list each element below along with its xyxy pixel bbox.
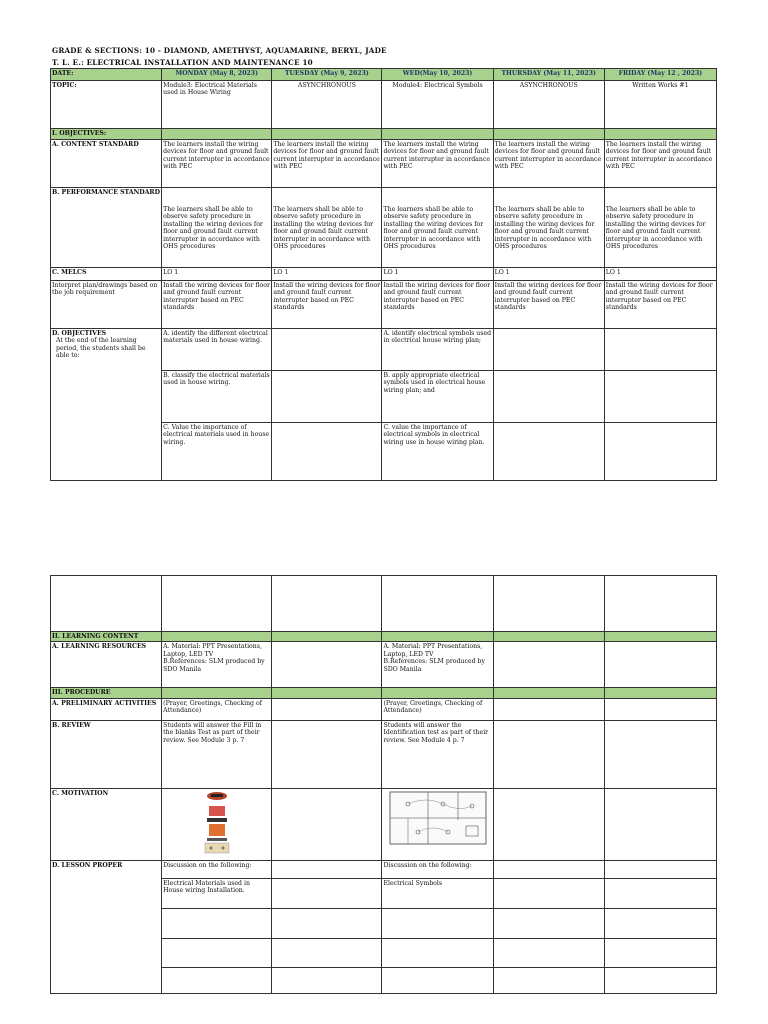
topic-tuesday: ASYNCHRONOUS xyxy=(272,81,382,129)
performance-standard-cell: The learners shall be able to observe safety procedure in installing the wiring devices for floor and ground fault current interrupter in accordance with OHS procedures xyxy=(272,188,382,268)
objectives-a-row xyxy=(51,329,717,371)
conduit-icon xyxy=(209,824,225,836)
electrical-materials-image xyxy=(187,790,247,856)
content-standard-cell: The learners install the wiring devices for floor and ground fault current interrupter in accordance with PEC xyxy=(162,140,272,188)
content-standard-cell: The learners install the wiring devices for floor and ground fault current interrupter in accordance with PEC xyxy=(272,140,382,188)
lo-cell: LO 1 xyxy=(162,268,272,281)
day-wednesday: WED(May 10, 2023) xyxy=(382,69,493,81)
procedure-row xyxy=(51,688,717,698)
objective-monday-b: B. classify the electrical materials used in house wiring. xyxy=(162,371,272,423)
day-thursday: THURSDAY (May 11, 2023) xyxy=(493,69,604,81)
interpret-cell: Install the wiring devices for floor and ground fault current interrupter based on PEC standards xyxy=(382,281,493,329)
performance-standard-cell: The learners shall be able to observe safety procedure in installing the wiring devices for floor and ground fault current interrupter in accordance with OHS procedures xyxy=(604,188,716,268)
lesson-plan-table-top xyxy=(50,68,717,481)
review-monday: Students will answer the Fill in the blanks Test as part of their review. See Module 3 p. 7 xyxy=(162,720,272,788)
content-standard-cell: The learners install the wiring devices for floor and ground fault current interrupter in accordance with PEC xyxy=(604,140,716,188)
review-label: B. REVIEW xyxy=(51,720,162,788)
preliminary-monday: (Prayer, Greetings, Checking of Attendance) xyxy=(162,698,272,720)
objective-wednesday-c: C. value the importance of electrical symbols in electrical wiring use in house wiring plan. xyxy=(382,423,493,481)
objectives-d-text: At the end of the learning period, the students shall be able to: xyxy=(56,337,146,360)
learning-content-label: II. LEARNING CONTENT xyxy=(51,632,162,642)
objectives-section-label: I. OBJECTIVES: xyxy=(51,129,162,140)
topic-label: TOPIC: xyxy=(51,81,162,129)
pipe-icon xyxy=(209,806,225,816)
interpret-cell: Install the wiring devices for floor and ground fault current interrupter based on PEC standards xyxy=(604,281,716,329)
objective-monday-c: C. Value the importance of electrical materials used in house wiring. xyxy=(162,423,272,481)
topic-monday: Module3: Electrical Materials used in House Wiring xyxy=(162,81,272,129)
subject-heading: T. L. E.: ELECTRICAL INSTALLATION AND MAINTENANCE 10 xyxy=(52,58,313,67)
objective-wednesday-b: B. apply appropriate electrical symbols used in electrical house wiring plan; and xyxy=(382,371,493,423)
performance-standard-cell: The learners shall be able to observe safety procedure in installing the wiring devices for floor and ground fault current interrupter in accordance with OHS procedures xyxy=(162,188,272,268)
topic-thursday: ASYNCHRONOUS xyxy=(493,81,604,129)
lesson-plan-table-bottom xyxy=(50,575,717,994)
melcs-row xyxy=(51,268,717,281)
interpret-row xyxy=(51,281,717,329)
day-tuesday: TUESDAY (May 9, 2023) xyxy=(272,69,382,81)
topic-wednesday: Module4: Electrical Symbols xyxy=(382,81,493,129)
lesson-proper-row xyxy=(51,860,717,878)
motivation-label: C. MOTIVATION xyxy=(51,788,162,860)
performance-standard-cell: The learners shall be able to observe safety procedure in installing the wiring devices for floor and ground fault current interrupter in accordance with OHS procedures xyxy=(493,188,604,268)
floor-plan-image xyxy=(388,790,488,846)
learning-content-row xyxy=(51,632,717,642)
lo-cell: LO 1 xyxy=(493,268,604,281)
learning-resources-monday: A. Material: PPT Presentations, Laptop, LED TV B.References: SLM produced by SDO Manila xyxy=(162,642,272,688)
motivation-wednesday xyxy=(382,788,493,860)
lesson-monday: Electrical Materials used in House wiring Installation. xyxy=(162,878,272,908)
preliminary-label: A. PRELIMINARY ACTIVITIES xyxy=(51,698,162,720)
interpret-cell: Install the wiring devices for floor and ground fault current interrupter based on PEC standards xyxy=(162,281,272,329)
lo-cell: LO 1 xyxy=(382,268,493,281)
date-row xyxy=(51,69,717,81)
procedure-label: III. PROCEDURE xyxy=(51,688,162,698)
date-label: DATE: xyxy=(51,69,162,81)
content-standard-label: A. CONTENT STANDARD xyxy=(51,140,162,188)
motivation-monday xyxy=(162,788,272,860)
performance-standard-label: B. PERFORMANCE STANDARD xyxy=(51,188,162,268)
interpret-cell: Install the wiring devices for floor and ground fault current interrupter based on PEC standards xyxy=(493,281,604,329)
blank-row xyxy=(51,576,717,632)
junction-box-icon xyxy=(205,843,229,853)
review-wednesday: Students will answer the Identification test as part of their review. See Module 4 p. 7 xyxy=(382,720,493,788)
motivation-row xyxy=(51,788,717,860)
content-standard-cell: The learners install the wiring devices for floor and ground fault current interrupter in accordance with PEC xyxy=(382,140,493,188)
day-monday: MONDAY (May 8, 2023) xyxy=(162,69,272,81)
performance-standard-cell: The learners shall be able to observe safety procedure in installing the wiring devices for floor and ground fault current interrupter in accordance with OHS procedures xyxy=(382,188,493,268)
lo-cell: LO 1 xyxy=(272,268,382,281)
objective-wednesday-a: A. identify electrical symbols used in electrical house wiring plan; xyxy=(382,329,493,371)
objective-monday-a: A. identify the different electrical materials used in house wiring. xyxy=(162,329,272,371)
content-standard-row xyxy=(51,140,717,188)
review-row xyxy=(51,720,717,788)
objectives-d-label: D. OBJECTIVES xyxy=(52,330,107,337)
day-friday: FRIDAY (May 12 , 2023) xyxy=(604,69,716,81)
interpret-cell: Install the wiring devices for floor and ground fault current interrupter based on PEC standards xyxy=(272,281,382,329)
preliminary-wednesday: (Prayer, Greetings, Checking of Attendance) xyxy=(382,698,493,720)
topic-friday: Written Works #1 xyxy=(604,81,716,129)
grade-sections-heading: GRADE & SECTIONS: 10 - DIAMOND, AMETHYST, AQUAMARINE, BERYL, JADE xyxy=(52,46,387,55)
discussion-monday: Discussion on the following: xyxy=(162,860,272,878)
content-standard-cell: The learners install the wiring devices for floor and ground fault current interrupter in accordance with PEC xyxy=(493,140,604,188)
learning-resources-row xyxy=(51,642,717,688)
performance-standard-row xyxy=(51,188,717,268)
objectives-section-row xyxy=(51,129,717,140)
lo-cell: LO 1 xyxy=(604,268,716,281)
learning-resources-label: A. LEARNING RESOURCES xyxy=(51,642,162,688)
melcs-label: C. MELCS xyxy=(51,268,162,281)
objectives-d-cell xyxy=(51,329,162,481)
interpret-label: Interpret plan/drawings based on the job requirement xyxy=(51,281,162,329)
topic-row xyxy=(51,81,717,129)
learning-resources-wednesday: A. Material: PPT Presentations, Laptop, LED TV B.References: SLM produced by SDO Manila xyxy=(382,642,493,688)
preliminary-row xyxy=(51,698,717,720)
lesson-wednesday: Electrical Symbols xyxy=(382,878,493,908)
discussion-wednesday: Discussion on the following: xyxy=(382,860,493,878)
lesson-proper-label: D. LESSON PROPER xyxy=(51,860,162,993)
